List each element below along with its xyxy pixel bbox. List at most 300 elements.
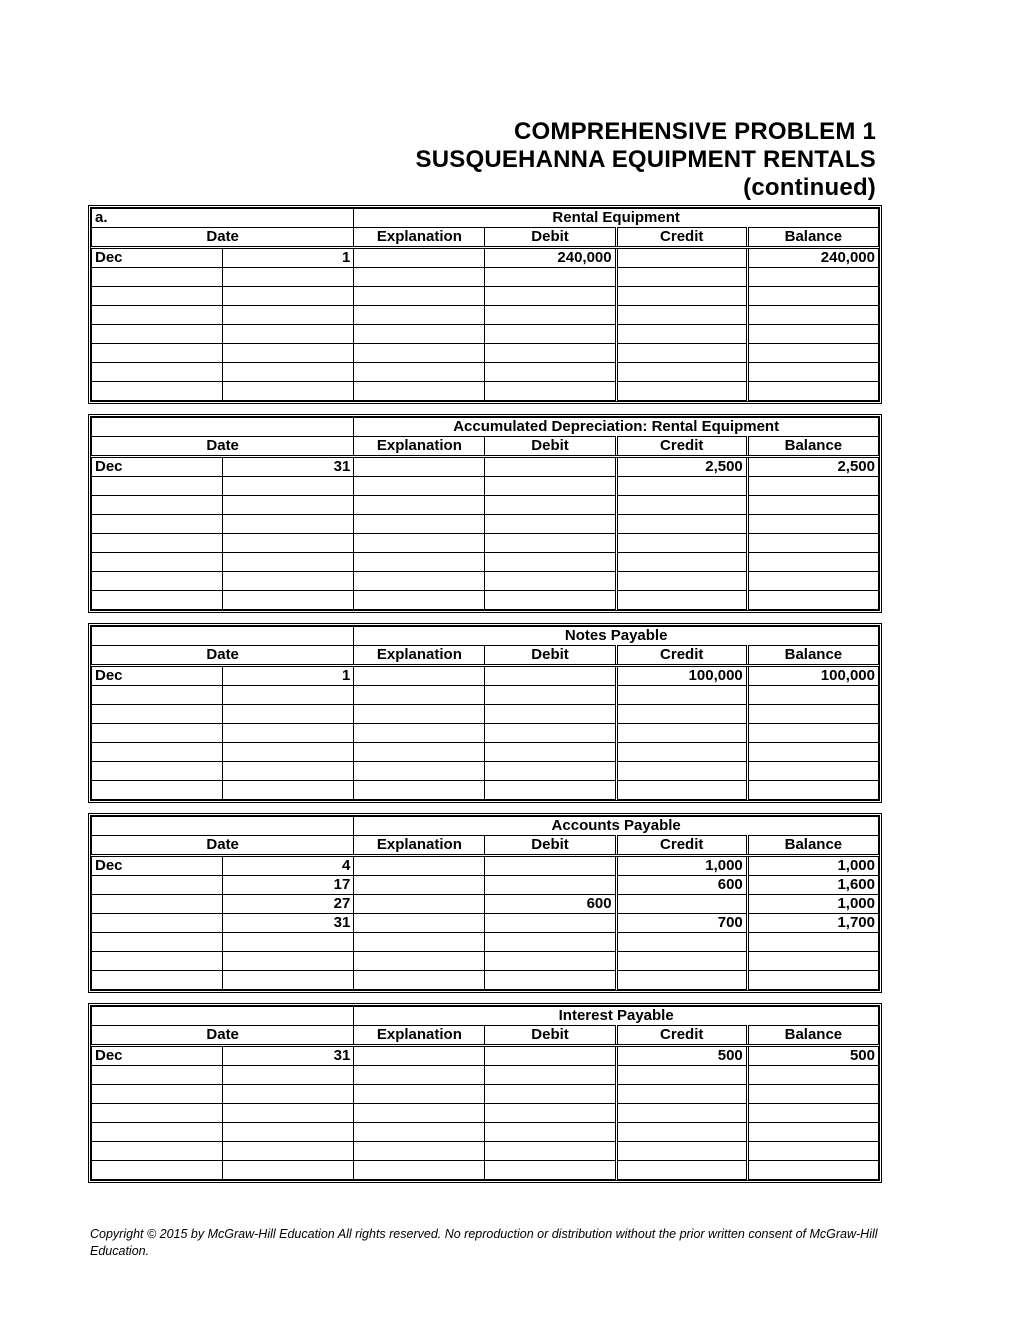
cell-balance [747, 382, 878, 401]
cell-credit [616, 895, 747, 914]
cell-debit [485, 1104, 616, 1123]
cell-debit [485, 914, 616, 933]
cell-explanation [354, 515, 485, 534]
credit-header: Credit [616, 836, 747, 856]
cell-credit [616, 325, 747, 344]
cell-explanation [354, 325, 485, 344]
cell-balance [747, 971, 878, 990]
cell-explanation [354, 876, 485, 895]
date-header: Date [92, 1026, 354, 1046]
cell-month [92, 1066, 223, 1085]
ledger-row [92, 952, 879, 971]
cell-month: Dec [92, 1046, 223, 1066]
cell-credit [616, 477, 747, 496]
ledger-account [88, 205, 882, 404]
cell-debit [485, 382, 616, 401]
credit-header: Credit [616, 437, 747, 457]
ledger-row [92, 724, 879, 743]
cell-explanation [354, 1066, 485, 1085]
cell-balance [747, 515, 878, 534]
cell-month [92, 1123, 223, 1142]
ledger-row [92, 363, 879, 382]
cell-credit [616, 515, 747, 534]
cell-credit [616, 534, 747, 553]
cell-debit [485, 268, 616, 287]
cell-debit [485, 344, 616, 363]
page-title-block [416, 118, 877, 202]
cell-debit [485, 856, 616, 876]
balance-header: Balance [747, 228, 878, 248]
ledger-row [92, 591, 879, 610]
cell-debit [485, 457, 616, 477]
cell-balance [747, 743, 878, 762]
cell-day [223, 306, 354, 325]
cell-day: 31 [223, 1046, 354, 1066]
cell-credit: 700 [616, 914, 747, 933]
ledger-row [92, 553, 879, 572]
cell-balance [747, 306, 878, 325]
cell-month [92, 743, 223, 762]
cell-debit [485, 705, 616, 724]
cell-explanation [354, 457, 485, 477]
cell-explanation [354, 762, 485, 781]
cell-debit [485, 686, 616, 705]
cell-explanation [354, 306, 485, 325]
cell-day [223, 1161, 354, 1180]
cell-month: Dec [92, 666, 223, 686]
cell-credit [616, 344, 747, 363]
ledger-row [92, 914, 879, 933]
cell-debit [485, 762, 616, 781]
cell-balance [747, 781, 878, 800]
cell-month [92, 1142, 223, 1161]
cell-month [92, 724, 223, 743]
cell-debit [485, 287, 616, 306]
cell-credit [616, 363, 747, 382]
cell-balance [747, 686, 878, 705]
debit-header: Debit [485, 836, 616, 856]
cell-credit [616, 686, 747, 705]
cell-month [92, 477, 223, 496]
cell-day: 31 [223, 457, 354, 477]
ledger-row [92, 856, 879, 876]
cell-balance: 500 [747, 1046, 878, 1066]
cell-balance [747, 1142, 878, 1161]
cell-day [223, 1085, 354, 1104]
cell-day [223, 591, 354, 610]
cell-credit [616, 553, 747, 572]
ledger-row [92, 971, 879, 990]
cell-credit [616, 287, 747, 306]
cell-explanation [354, 1142, 485, 1161]
cell-day [223, 553, 354, 572]
explanation-header: Explanation [354, 836, 485, 856]
cell-month [92, 534, 223, 553]
cell-credit [616, 1104, 747, 1123]
cell-debit [485, 553, 616, 572]
cell-day [223, 971, 354, 990]
date-header: Date [92, 836, 354, 856]
cell-debit [485, 325, 616, 344]
ledger-row [92, 477, 879, 496]
cell-month [92, 705, 223, 724]
cell-month [92, 572, 223, 591]
copyright-notice: Copyright © 2015 by McGraw-Hill Education All rights reserved. No reproduction or distribution without the prior written consent of McGraw-Hill Education. [90, 1227, 878, 1258]
cell-balance: 1,600 [747, 876, 878, 895]
company-name: SUSQUEHANNA EQUIPMENT RENTALS [415, 146, 876, 173]
cell-debit [485, 477, 616, 496]
cell-explanation [354, 856, 485, 876]
debit-header: Debit [485, 1026, 616, 1046]
cell-month [92, 914, 223, 933]
cell-month [92, 344, 223, 363]
account-name: Accumulated Depreciation: Rental Equipment [354, 418, 879, 437]
cell-day [223, 1142, 354, 1161]
corner-label: a. [92, 209, 354, 228]
cell-explanation [354, 534, 485, 553]
debit-header: Debit [485, 228, 616, 248]
cell-balance: 1,000 [747, 895, 878, 914]
cell-credit: 2,500 [616, 457, 747, 477]
cell-day [223, 743, 354, 762]
cell-balance [747, 344, 878, 363]
explanation-header: Explanation [354, 437, 485, 457]
corner-label [92, 627, 354, 646]
cell-month [92, 496, 223, 515]
ledger-account [88, 623, 882, 803]
cell-day [223, 705, 354, 724]
cell-explanation [354, 743, 485, 762]
cell-day [223, 952, 354, 971]
cell-day: 1 [223, 666, 354, 686]
ledger-row [92, 1085, 879, 1104]
cell-debit [485, 724, 616, 743]
ledger-table [91, 816, 879, 990]
balance-header: Balance [747, 646, 878, 666]
cell-credit [616, 496, 747, 515]
cell-debit [485, 1085, 616, 1104]
cell-day [223, 382, 354, 401]
ledger-row [92, 1066, 879, 1085]
explanation-header: Explanation [354, 646, 485, 666]
cell-month [92, 952, 223, 971]
cell-explanation [354, 933, 485, 952]
ledger-row [92, 1046, 879, 1066]
ledger-row [92, 382, 879, 401]
cell-credit [616, 1123, 747, 1142]
credit-header: Credit [616, 228, 747, 248]
cell-credit: 600 [616, 876, 747, 895]
cell-explanation [354, 1104, 485, 1123]
corner-label [92, 1007, 354, 1026]
ledger-table [91, 1006, 879, 1180]
cell-credit [616, 248, 747, 268]
cell-day [223, 933, 354, 952]
cell-month [92, 382, 223, 401]
ledger-row [92, 686, 879, 705]
cell-balance [747, 477, 878, 496]
cell-explanation [354, 952, 485, 971]
cell-day [223, 325, 354, 344]
cell-explanation [354, 572, 485, 591]
ledger-row [92, 344, 879, 363]
date-header: Date [92, 437, 354, 457]
credit-header: Credit [616, 646, 747, 666]
cell-day [223, 781, 354, 800]
cell-debit [485, 666, 616, 686]
ledger-row [92, 762, 879, 781]
ledger-table [91, 417, 879, 610]
cell-month [92, 1104, 223, 1123]
ledger-row [92, 895, 879, 914]
cell-balance [747, 1161, 878, 1180]
cell-balance: 1,700 [747, 914, 878, 933]
ledger-row [92, 534, 879, 553]
cell-month [92, 895, 223, 914]
cell-credit: 100,000 [616, 666, 747, 686]
cell-day [223, 686, 354, 705]
ledger-account [88, 1003, 882, 1183]
cell-credit [616, 591, 747, 610]
ledger-account [88, 813, 882, 993]
cell-explanation [354, 496, 485, 515]
cell-explanation [354, 591, 485, 610]
cell-debit: 240,000 [485, 248, 616, 268]
cell-month [92, 933, 223, 952]
ledger-row [92, 457, 879, 477]
ledger-row [92, 781, 879, 800]
cell-balance [747, 496, 878, 515]
cell-explanation [354, 1161, 485, 1180]
cell-explanation [354, 1046, 485, 1066]
cell-credit [616, 705, 747, 724]
cell-balance [747, 572, 878, 591]
cell-month [92, 363, 223, 382]
cell-credit [616, 1066, 747, 1085]
cell-month [92, 325, 223, 344]
ledger-row [92, 876, 879, 895]
ledger-row [92, 1161, 879, 1180]
cell-day [223, 1066, 354, 1085]
cell-balance [747, 724, 878, 743]
continued-label: (continued) [743, 174, 876, 201]
cell-month [92, 686, 223, 705]
ledger-row [92, 666, 879, 686]
cell-debit [485, 306, 616, 325]
cell-month: Dec [92, 248, 223, 268]
cell-debit [485, 933, 616, 952]
cell-balance [747, 268, 878, 287]
ledger-row [92, 933, 879, 952]
cell-balance [747, 591, 878, 610]
cell-day [223, 268, 354, 287]
cell-debit [485, 1142, 616, 1161]
cell-explanation [354, 287, 485, 306]
cell-explanation [354, 666, 485, 686]
cell-explanation [354, 895, 485, 914]
cell-day [223, 344, 354, 363]
cell-balance: 100,000 [747, 666, 878, 686]
cell-credit [616, 1085, 747, 1104]
cell-debit [485, 952, 616, 971]
cell-credit: 500 [616, 1046, 747, 1066]
cell-explanation [354, 363, 485, 382]
cell-explanation [354, 914, 485, 933]
cell-explanation [354, 971, 485, 990]
ledger-row [92, 496, 879, 515]
account-name: Rental Equipment [354, 209, 879, 228]
explanation-header: Explanation [354, 228, 485, 248]
cell-day: 17 [223, 876, 354, 895]
cell-month [92, 1085, 223, 1104]
cell-balance [747, 952, 878, 971]
cell-balance [747, 287, 878, 306]
cell-month [92, 1161, 223, 1180]
ledger-row [92, 743, 879, 762]
cell-balance: 1,000 [747, 856, 878, 876]
cell-balance [747, 1066, 878, 1085]
cell-month [92, 515, 223, 534]
cell-debit [485, 363, 616, 382]
ledger-table [91, 208, 879, 401]
cell-day [223, 724, 354, 743]
cell-day [223, 477, 354, 496]
cell-month [92, 306, 223, 325]
date-header: Date [92, 646, 354, 666]
cell-day [223, 496, 354, 515]
page-title: COMPREHENSIVE PROBLEM 1 [514, 118, 876, 145]
balance-header: Balance [747, 437, 878, 457]
cell-credit [616, 382, 747, 401]
ledger-row [92, 306, 879, 325]
ledger-row [92, 248, 879, 268]
cell-debit [485, 1161, 616, 1180]
cell-credit [616, 971, 747, 990]
cell-credit [616, 1142, 747, 1161]
cell-day [223, 287, 354, 306]
corner-label [92, 418, 354, 437]
ledger-row [92, 515, 879, 534]
cell-debit [485, 591, 616, 610]
cell-explanation [354, 344, 485, 363]
cell-day: 31 [223, 914, 354, 933]
account-name: Accounts Payable [354, 817, 879, 836]
cell-day [223, 762, 354, 781]
cell-explanation [354, 1123, 485, 1142]
cell-month [92, 553, 223, 572]
ledger-row [92, 268, 879, 287]
cell-credit [616, 933, 747, 952]
cell-debit [485, 743, 616, 762]
cell-debit [485, 876, 616, 895]
cell-debit [485, 534, 616, 553]
cell-debit: 600 [485, 895, 616, 914]
cell-balance [747, 553, 878, 572]
cell-debit [485, 515, 616, 534]
credit-header: Credit [616, 1026, 747, 1046]
date-header: Date [92, 228, 354, 248]
cell-credit [616, 572, 747, 591]
cell-balance: 240,000 [747, 248, 878, 268]
cell-month [92, 762, 223, 781]
cell-credit [616, 743, 747, 762]
cell-explanation [354, 553, 485, 572]
cell-balance [747, 1123, 878, 1142]
balance-header: Balance [747, 1026, 878, 1046]
cell-explanation [354, 477, 485, 496]
cell-credit [616, 724, 747, 743]
cell-month [92, 876, 223, 895]
cell-debit [485, 781, 616, 800]
ledger-table [91, 626, 879, 800]
ledger-account [88, 414, 882, 613]
ledger-row [92, 1104, 879, 1123]
ledger-row [92, 1142, 879, 1161]
cell-balance [747, 534, 878, 553]
cell-balance [747, 1085, 878, 1104]
cell-balance: 2,500 [747, 457, 878, 477]
cell-day [223, 1123, 354, 1142]
cell-credit [616, 306, 747, 325]
cell-day [223, 572, 354, 591]
cell-credit [616, 952, 747, 971]
cell-credit [616, 1161, 747, 1180]
cell-month [92, 971, 223, 990]
cell-month: Dec [92, 856, 223, 876]
cell-explanation [354, 248, 485, 268]
cell-day: 27 [223, 895, 354, 914]
cell-day [223, 363, 354, 382]
cell-month [92, 287, 223, 306]
cell-month [92, 591, 223, 610]
cell-explanation [354, 781, 485, 800]
cell-balance [747, 933, 878, 952]
cell-day [223, 534, 354, 553]
cell-day [223, 1104, 354, 1123]
ledger-row [92, 325, 879, 344]
cell-debit [485, 1123, 616, 1142]
cell-day [223, 515, 354, 534]
cell-day: 4 [223, 856, 354, 876]
debit-header: Debit [485, 437, 616, 457]
cell-explanation [354, 705, 485, 724]
cell-explanation [354, 686, 485, 705]
cell-explanation [354, 382, 485, 401]
cell-explanation [354, 268, 485, 287]
balance-header: Balance [747, 836, 878, 856]
ledger-row [92, 572, 879, 591]
cell-credit [616, 762, 747, 781]
cell-explanation [354, 724, 485, 743]
ledger-row [92, 1123, 879, 1142]
corner-label [92, 817, 354, 836]
account-name: Interest Payable [354, 1007, 879, 1026]
cell-month: Dec [92, 457, 223, 477]
cell-explanation [354, 1085, 485, 1104]
cell-day: 1 [223, 248, 354, 268]
cell-balance [747, 363, 878, 382]
cell-balance [747, 1104, 878, 1123]
cell-debit [485, 1066, 616, 1085]
cell-balance [747, 705, 878, 724]
cell-debit [485, 1046, 616, 1066]
explanation-header: Explanation [354, 1026, 485, 1046]
cell-balance [747, 762, 878, 781]
cell-debit [485, 971, 616, 990]
ledger-row [92, 287, 879, 306]
account-name: Notes Payable [354, 627, 879, 646]
cell-balance [747, 325, 878, 344]
